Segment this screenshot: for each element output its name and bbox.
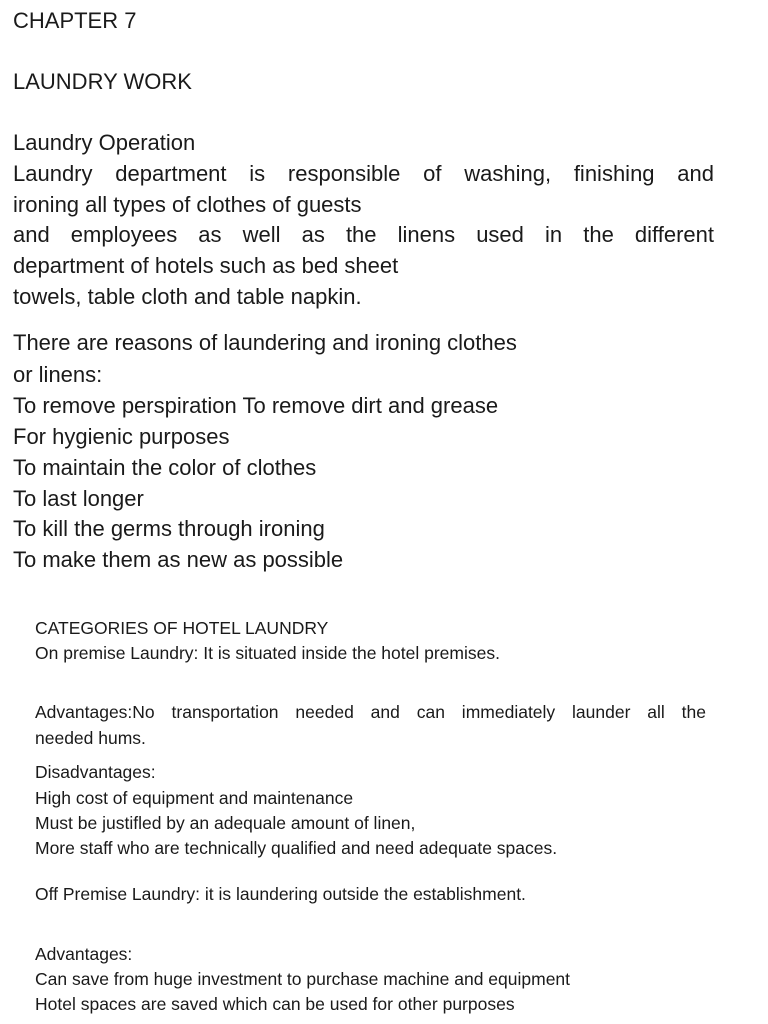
paragraph-line: Laundry department is responsible of washing, finishing and <box>13 161 714 186</box>
paragraph-line: and employees as well as the linens used in the different <box>13 222 714 247</box>
chapter-number: CHAPTER 7 <box>13 8 137 33</box>
reasons-intro: or linens: <box>13 362 103 387</box>
paragraph-line: ironing all types of clothes of guests <box>13 192 362 217</box>
reason-item: To remove perspiration To remove dirt and grease <box>13 393 499 418</box>
reason-item: To kill the germs through ironing <box>13 516 325 541</box>
section-heading-laundry-operation: Laundry Operation <box>13 130 196 155</box>
reasons-intro: There are reasons of laundering and ironing clothes <box>13 330 517 355</box>
disadvantage-item: More staff who are technically qualified and need adequate spaces. <box>35 838 558 858</box>
off-premise-advantages-heading: Advantages: <box>35 944 133 964</box>
off-premise-advantage-item: Can save from huge investment to purchase machine and equipment <box>35 969 571 989</box>
reason-item: To last longer <box>13 486 144 511</box>
categories-heading: CATEGORIES OF HOTEL LAUNDRY <box>35 618 329 638</box>
disadvantage-item: High cost of equipment and maintenance <box>35 788 354 808</box>
reason-item: To make them as new as possible <box>13 547 344 572</box>
on-premise-advantages: Advantages:No transportation needed and can immediately launder all the <box>35 702 706 722</box>
off-premise-definition: Off Premise Laundry: it is laundering outside the establishment. <box>35 884 526 904</box>
on-premise-definition: On premise Laundry: It is situated inside the hotel premises. <box>35 643 500 663</box>
off-premise-advantage-item: Hotel spaces are saved which can be used for other purposes <box>35 994 515 1014</box>
reason-item: For hygienic purposes <box>13 424 230 449</box>
on-premise-advantages: needed hums. <box>35 728 146 748</box>
paragraph-line: department of hotels such as bed sheet <box>13 253 399 278</box>
chapter-title: LAUNDRY WORK <box>13 69 192 94</box>
disadvantage-item: Must be justifled by an adequale amount of linen, <box>35 813 416 833</box>
paragraph-line: towels, table cloth and table napkin. <box>13 284 362 309</box>
disadvantages-heading: Disadvantages: <box>35 762 156 782</box>
reason-item: To maintain the color of clothes <box>13 455 317 480</box>
